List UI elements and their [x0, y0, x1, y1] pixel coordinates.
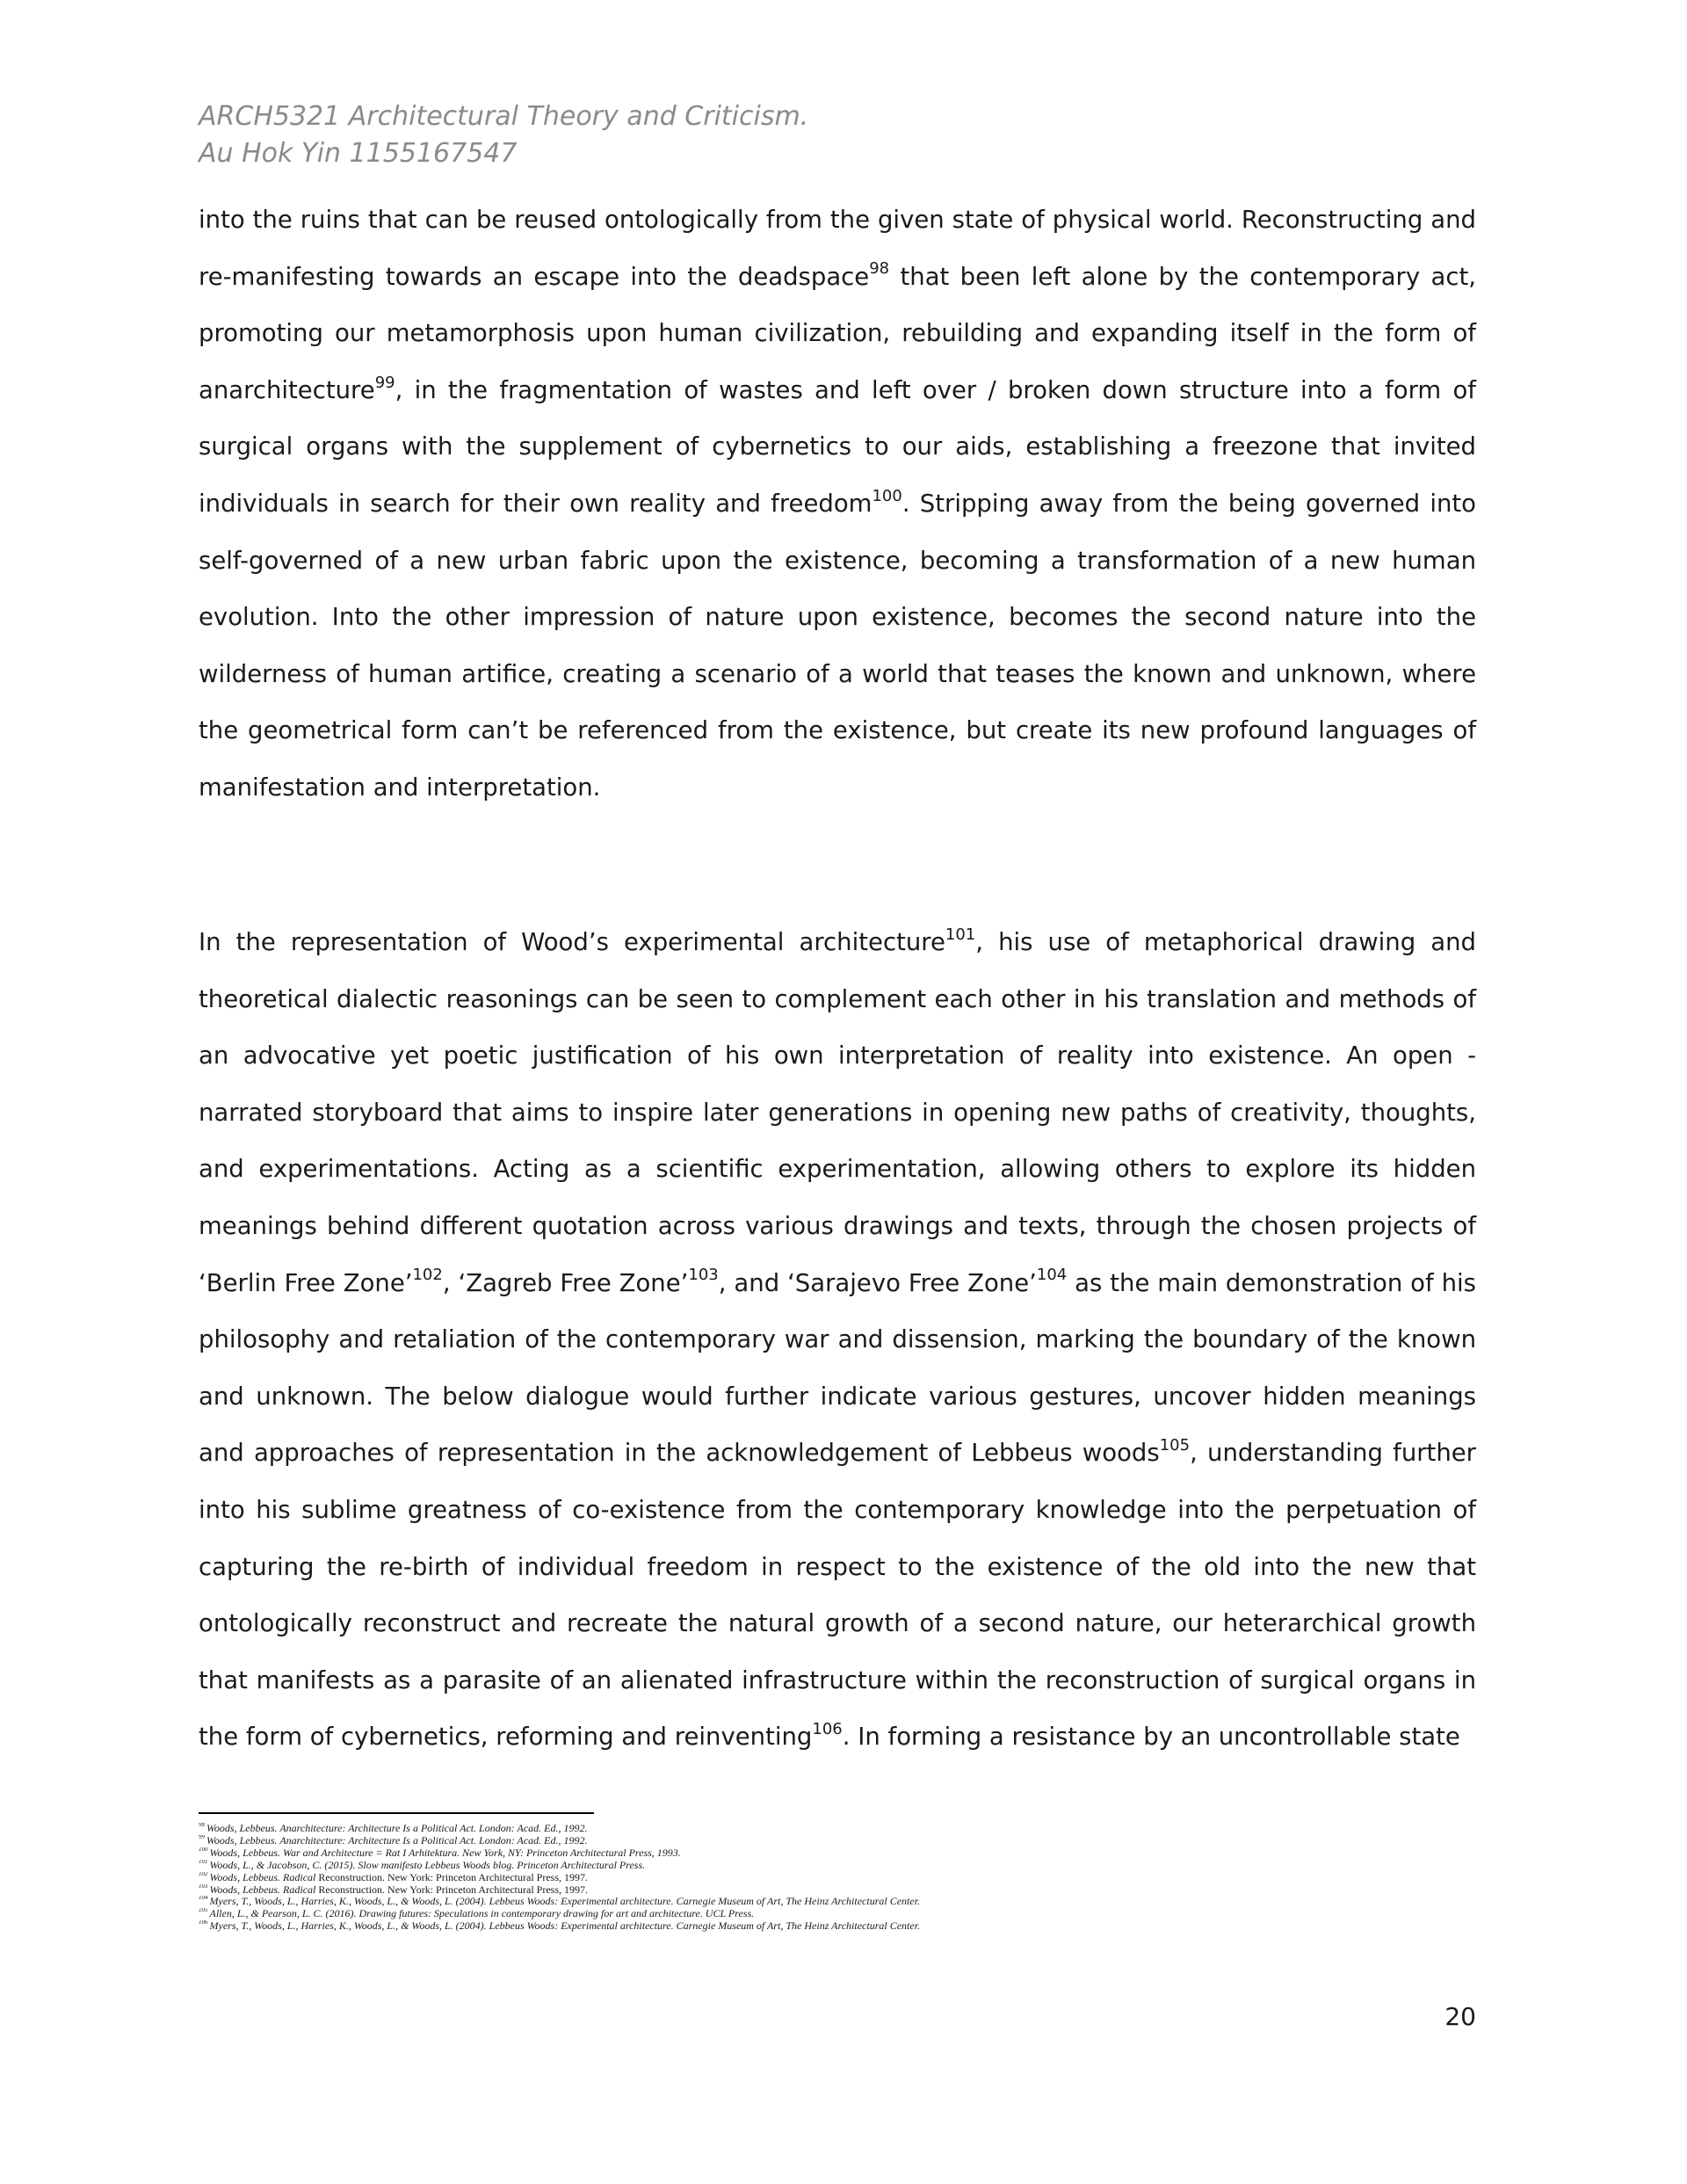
- footnote-number: 103: [199, 1883, 208, 1890]
- footnote-text: Woods, Lebbeus. War and Architecture = Rat I Arhitektura. New York, NY: Princeton Architectural Press, 1993.: [209, 1847, 681, 1859]
- footnote: [199, 1872, 1476, 1884]
- footnote-ref-103[interactable]: 103: [688, 1266, 719, 1285]
- footnote-ref-105[interactable]: 105: [1159, 1436, 1191, 1455]
- footnote-text: Myers, T., Woods, L., Harries, K., Woods, L., & Woods, L. (2004). Lebbeus Woods: Experimental architecture. Carnegie Museum of Art, The Heinz Architectural Center.: [209, 1920, 921, 1933]
- text-run: that been left alone by the contemporary act, promoting our metamorphosis upon human civilization, rebuilding and expanding itself in the form of anarchitecture: [199, 262, 1476, 404]
- footnote-text: Woods, Lebbeus. Anarchitecture: Architecture Is a Political Act. London: Acad. Ed., 1992.: [206, 1823, 588, 1834]
- text-run: , his use of metaphorical drawing and theoretical dialectic reasonings can be seen to complement each other in his translation and methods of an advocative yet poetic justification of his own interpretation of reality into existence. An open - narrated storyboard that aims to inspire later generations in opening new paths of creativity, thoughts, and experimentations. Acting as a scientific experimentation, allowing others to explore its hidden meanings behind different quotation across various drawings and texts, through the chosen projects of ‘Berlin Free Zone’: [199, 928, 1477, 1297]
- footnote-text: Myers, T., Woods, L., Harries, K., Woods, L., & Woods, L. (2004). Lebbeus Woods: Experimental architecture. Carnegie Museum of Art, The Heinz Architectural Center.: [209, 1896, 921, 1908]
- footnote-text: Woods, Lebbeus. Radical: [209, 1883, 316, 1896]
- footnote-number: 105: [199, 1908, 208, 1914]
- course-title: ARCH5321 Architectural Theory and Criticism.: [199, 101, 809, 132]
- footnote-ref-106[interactable]: 106: [812, 1720, 843, 1739]
- footnote-number: 100: [199, 1847, 208, 1853]
- text-run: , in the fragmentation of wastes and left over / broken down structure into a form of surgical organs with the supplement of cybernetics to our aids, establishing a freezone that invited individuals in search for their own reality and freedom: [199, 375, 1476, 518]
- footnote-ref-102[interactable]: 102: [412, 1266, 443, 1285]
- footnote-number: 102: [199, 1871, 208, 1877]
- footnote-text: Woods, L., & Jacobson, C. (2015). Slow manifesto Lebbeus Woods blog. Princeton Architectural Press.: [209, 1859, 646, 1871]
- footnote-text: Woods, Lebbeus. Radical: [209, 1871, 316, 1883]
- footnote: [199, 1847, 1476, 1860]
- footnote-separator: [199, 1812, 594, 1814]
- text-run: , understanding further into his sublime greatness of co-existence from the contemporary knowledge into the perpetuation of capturing the re-birth of individual freedom in respect to the existence of the old into the new that ontologically reconstruct and recreate the natural growth of a second nature, our heterarchical growth that manifests as a parasite of an alienated infrastructure within the reconstruction of surgical organs in the form of cybernetics, reforming and reinventing: [199, 1439, 1476, 1752]
- footnote-ref-100[interactable]: 100: [872, 486, 902, 505]
- text-run: . In forming a resistance by an uncontrollable state: [842, 1723, 1460, 1752]
- body-paragraph-1: [199, 192, 1476, 816]
- page-number: 20: [1444, 2002, 1476, 2031]
- footnote: [199, 1920, 1476, 1933]
- footnote-text: Allen, L., & Pearson, L. C. (2016). Drawing futures: Speculations in contemporary drawing for art and architecture. UCL Press.: [209, 1908, 755, 1920]
- footnote-number: 104: [199, 1896, 208, 1902]
- body-paragraph-2: [199, 914, 1476, 1766]
- text-run: as the main demonstration of his philosophy and retaliation of the contemporary war and dissension, marking the boundary of the known and unknown. The below dialogue would further indicate various gestures, uncover hidden meanings and approaches of representation in the acknowledgement of Lebbeus woods: [199, 1268, 1476, 1468]
- text-run: In the representation of Wood’s experimental architecture: [199, 928, 945, 956]
- footnotes: [199, 1823, 1476, 1933]
- text-run: , ‘Zagreb Free Zone’: [442, 1268, 689, 1297]
- footnote-number: 99: [199, 1834, 205, 1840]
- author-line: Au Hok Yin 1155167547: [199, 138, 518, 169]
- footnote-text-upright: Reconstruction. New York: Princeton Architectural Press, 1997.: [315, 1871, 589, 1883]
- footnote: [199, 1896, 1476, 1908]
- running-header: [199, 98, 1429, 172]
- footnote-ref-99[interactable]: 99: [374, 373, 395, 392]
- footnote-number: 98: [199, 1823, 205, 1828]
- footnote-text-upright: Reconstruction. New York: Princeton Architectural Press, 1997.: [315, 1883, 589, 1896]
- text-run: . Stripping away from the being governed into self-governed of a new urban fabric upon the existence, becoming a transformation of a new human evolution. Into the other impression of nature upon existence, becomes the second nature into the wilderness of human artifice, creating a scenario of a world that teases the known and unknown, where the geometrical form can’t be referenced from the existence, but create its new profound languages of manifestation and interpretation.: [199, 489, 1476, 802]
- footnote-number: 101: [199, 1859, 208, 1865]
- text-run: , and ‘Sarajevo Free Zone’: [718, 1268, 1037, 1297]
- footnote-text: Woods, Lebbeus. Anarchitecture: Architecture Is a Political Act. London: Acad. Ed., 1992.: [206, 1834, 588, 1847]
- footnote-ref-98[interactable]: 98: [869, 259, 890, 279]
- footnote-number: 106: [199, 1920, 208, 1926]
- footnote-ref-101[interactable]: 101: [945, 925, 976, 944]
- footnote-ref-104[interactable]: 104: [1036, 1266, 1068, 1285]
- footnote: [199, 1823, 1476, 1835]
- footnote: [199, 1884, 1476, 1897]
- text-run: into the ruins that can be reused ontologically from the given state of physical world. Reconstructing and re-manifesting towards an escape into the deadspace: [199, 206, 1476, 291]
- footnote: [199, 1908, 1476, 1920]
- footnote: [199, 1835, 1476, 1847]
- footnote: [199, 1860, 1476, 1872]
